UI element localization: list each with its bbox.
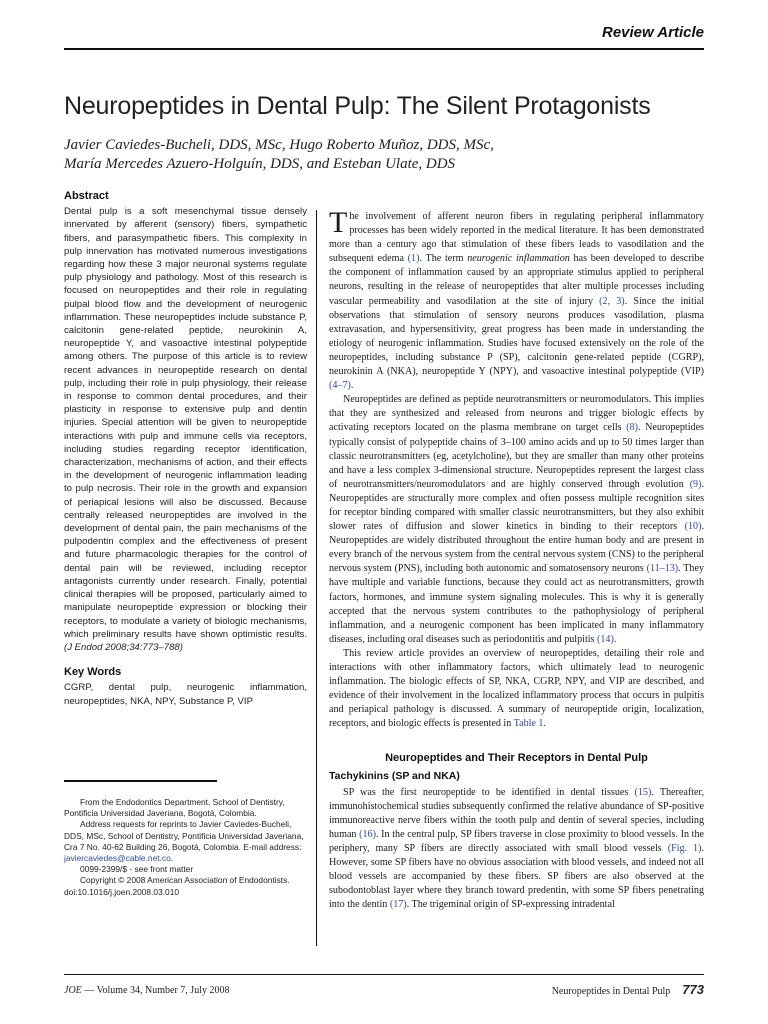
footer-rule <box>64 974 704 975</box>
p1-text-c: has been developed to describe the component of inflammation caused by an appropriate stimulus applied to peripheral neurons, resulting in the release of neuropeptides that alter multiple processes including vascular permeability and vasodilation at the site of injury <box>329 253 704 307</box>
journal-name: JOE <box>64 985 82 996</box>
paragraph-2 <box>329 393 704 647</box>
drop-cap: T <box>329 206 348 239</box>
p4-text-c: . In the central pulp, SP fibers traverse in close proximity to blood vessels. In the periphery, many SP fibers are directly associated with small blood vessels <box>329 828 704 855</box>
section-label: Review Article <box>602 24 704 41</box>
ref-link[interactable]: (9) <box>689 478 702 490</box>
ref-link[interactable]: (15) <box>634 786 652 798</box>
p1-text-d: . Since the initial observations that stimulation of sensory neurons produces vasodilation, plasma extravasation, and hypersensitivity, great progress has been made in understanding the etiology of neurogenic inflammation. Studies have focused extensively on the role of the neuropeptides, including substance P (SP), calcitonin gene-related peptide (CGRP), neurokinin A (NKA), neuropeptide Y (NPY), and vasoactive intestinal polypeptide (VIP) <box>329 295 705 378</box>
author-list <box>64 136 714 174</box>
abstract-heading: Abstract <box>64 190 109 202</box>
p1-text-e: . <box>350 380 354 392</box>
ref-link[interactable]: (16) <box>359 828 376 840</box>
subsection-heading: Tachykinins (SP and NKA) <box>329 769 460 782</box>
figure-link[interactable]: (Fig. 1) <box>667 843 702 855</box>
ref-link[interactable]: (17) <box>389 899 407 911</box>
p1-text-a: he involvement of afferent neuron fibers in regulating peripheral inflammatory processes has been widely reported in the medical literature. It has been demonstrated more than a century ago that stimulation of these fibers leads to vasodilation and the subsequent edema <box>329 211 704 265</box>
footer-journal-info <box>64 985 229 996</box>
abstract-text: Dental pulp is a soft mesenchymal tissue densely innervated by afferent (sensory) fibers, sympathetic fibers, and parasympathetic fibers. This complexity in pulp innervation has motivated numerous investigations regarding how these 3 major neuronal systems regulate pulp physiology and pathology. Most of this research is focused on neuropeptides and their role in regulating pulpal blood flow and the development of neurogenic inflammation. These neuropeptides include substance P, calcitonin gene-related peptide, neurokinin A, neuropeptide Y, and vasoactive intestinal polypeptide among others. The purpose of this article is to review recent advances in neuropeptide research on dental pulp, including their role in pulp physiology, their release in response to common dental procedures, and their plasticity in response to extensive pulp and dentin injuries. Special attention will be given to neuropeptide interactions with pulp and immune cells via receptors, including studies regarding receptor identification, characterization, mechanisms of action, and their effects in the development of neurogenic inflammation leading to pulp necrosis. Their role in the growth and expansion of periapical lesions will also be discussed. Because centrally released neuropeptides are involved in the development of dental pain, the pain mechanisms of the pulpodentin complex and the effectiveness of present and future pharmacologic therapies for the control of dental pain will be reviewed, including receptor antagonists currently under research. Finally, potential clinical therapies will be proposed, particularly aimed to manipulate neuropeptide expression or blocking their receptors, to modulate a variety of biologic mechanisms, which preliminary results have shown optimistic results. <box>64 206 307 640</box>
paragraph-1 <box>329 206 705 393</box>
paragraph-3 <box>329 647 704 732</box>
front-matter-note: 0099-2399/$ - see front matter <box>80 864 194 875</box>
keywords-block <box>64 666 307 708</box>
footnote-rule <box>64 780 217 782</box>
paragraph-4 <box>329 786 704 913</box>
p2-text-f: . <box>613 633 617 645</box>
ref-link[interactable]: (1) <box>407 253 420 265</box>
footnotes <box>64 797 307 898</box>
running-title: Neuropeptides in Dental Pulp <box>551 986 671 997</box>
ref-link[interactable]: (10) <box>684 521 702 533</box>
p4-text-a: SP was the first neuropeptide to be identified in dental tissues <box>343 786 635 798</box>
address-note <box>64 819 307 864</box>
left-column <box>64 190 307 708</box>
address-prefix: Address requests for reprints to Javier Caviedes-Bucheli, DDS, MSc, School of Dentistry, Pontificia Universidad Javeriana, Cra 7 No. 40-62 Building 26, Bogotá, Colombia. E-mail address: <box>64 819 304 852</box>
p3-text-a: This review article provides an overview of neuropeptides, detailing their role and interactions with other inflammatory factors, which ultimately lead to neurogenic inflammation. The biologic effects of SP, NKA, CGRP, NPY, and VIP are described, and evidence of their involvement in the localized inflammatory process that occurs in pulpitis and periapical pathology is discussed. A summary of neuropeptide origin, localization, receptors, and biologic effects is presented in <box>329 647 704 730</box>
ref-link[interactable]: (14) <box>597 633 614 645</box>
ref-link[interactable]: (4–7) <box>329 380 351 392</box>
email-link[interactable]: javiercaviedes@cable.net.co <box>64 853 171 864</box>
p4-text-b: . Thereafter, immunohistochemical studies subsequently confirmed the relative abundance of SP-positive immunoreactive nerve fibers within the tooth pulp and dentin of several species, including human <box>329 786 704 840</box>
p2-text-a: Neuropeptides are defined as peptide neurotransmitters or neuromodulators. This implies that they are synthesized and released from neurons and trigger biologic effects by activating receptors located on the plasma membrane on target cells <box>329 394 704 434</box>
section-heading: Neuropeptides and Their Receptors in Dental Pulp <box>385 752 648 765</box>
doi-note: doi:10.1016/j.joen.2008.03.010 <box>64 886 180 897</box>
article-title: Neuropeptides in Dental Pulp: The Silent Protagonists <box>64 92 651 120</box>
affiliation-note: From the Endodontics Department, School of Dentistry, Pontificia Universidad Javeriana, Bogotá, Colombia. <box>64 797 285 819</box>
author-line-1: Javier Caviedes-Bucheli, DDS, MSc, Hugo Roberto Muñoz, DDS, MSc, <box>64 137 494 153</box>
p2-text-b: . Neuropeptides typically consist of polypeptide chains of 3–100 amino acids and up to 50 times larger than classic neurotransmitters (eg, acetylcholine), but they are smaller than many other proteins and have a less complex 3-dimensional structure. Neuropeptides represent the largest class of neurotransmitters/neuromodulators and are highly conserved through evolution <box>329 422 704 490</box>
p4-text-e: . The trigeminal origin of SP-expressing intradental <box>406 899 615 911</box>
p1-term: neurogenic inflammation <box>467 253 570 265</box>
column-divider <box>316 210 317 946</box>
ref-link[interactable]: (11–13) <box>646 563 679 575</box>
author-line-2: María Mercedes Azuero-Holguín, DDS, and Esteban Ulate, DDS <box>64 156 456 172</box>
p3-text-b: . <box>543 718 546 730</box>
page-number: 773 <box>682 982 704 997</box>
p2-text-e: . They have multiple and variable functions, because they could act as neurotransmitters, growth factors, hormones, and immune system signaling molecules. This is why it is generally accepted that the nervous system contributes to the pathophysiology of peripheral inflammation, and a neurogenic component has been implicated in many inflammatory diseases, including oral diseases such as periodontitis and pulpitis <box>329 563 704 645</box>
ref-link[interactable]: (8) <box>626 422 638 434</box>
footer-page-info <box>552 982 704 997</box>
ref-link[interactable]: (2, 3) <box>599 295 625 307</box>
table-link[interactable]: Table 1 <box>513 718 544 730</box>
p4-text-d: . However, some SP fibers have no obvious association with blood vessels, and indeed not all blood vessels are accompanied by these fibers. SP fibers are also observed at the subodontoblast layer where they branch toward predentin, with some SP fibers penetrating into the dentin <box>329 843 704 911</box>
p2-text-d: . Neuropeptides are widely distributed throughout the entire human body and are present in every branch of the nervous system from the central nervous system (CNS) to the peripheral nervous system (PNS), including both autonomic and somatosensory neurons <box>329 521 704 575</box>
abstract-body <box>64 205 307 654</box>
p1-text-b: . The term <box>419 253 468 265</box>
header-rule <box>64 48 704 50</box>
address-suffix: . <box>170 853 174 864</box>
keywords-heading: Key Words <box>64 666 122 679</box>
abstract-citation: (J Endod 2008;34:773–788) <box>64 641 183 653</box>
right-column <box>329 206 705 913</box>
p2-text-c: . Neuropeptides are structurally more complex and often possess multiple recognition sites for receptor binding compared with smaller classic neurotransmitters, but they also exhibit slower rates of diffusion and slower kinetics in binding to their receptors <box>329 478 704 533</box>
volume-info: — Volume 34, Number 7, July 2008 <box>84 985 230 996</box>
copyright-note: Copyright © 2008 American Association of Endodontists. <box>80 875 290 886</box>
keywords-body: CGRP, dental pulp, neurogenic inflammation, neuropeptides, NKA, NPY, Substance P, VIP <box>64 682 307 707</box>
